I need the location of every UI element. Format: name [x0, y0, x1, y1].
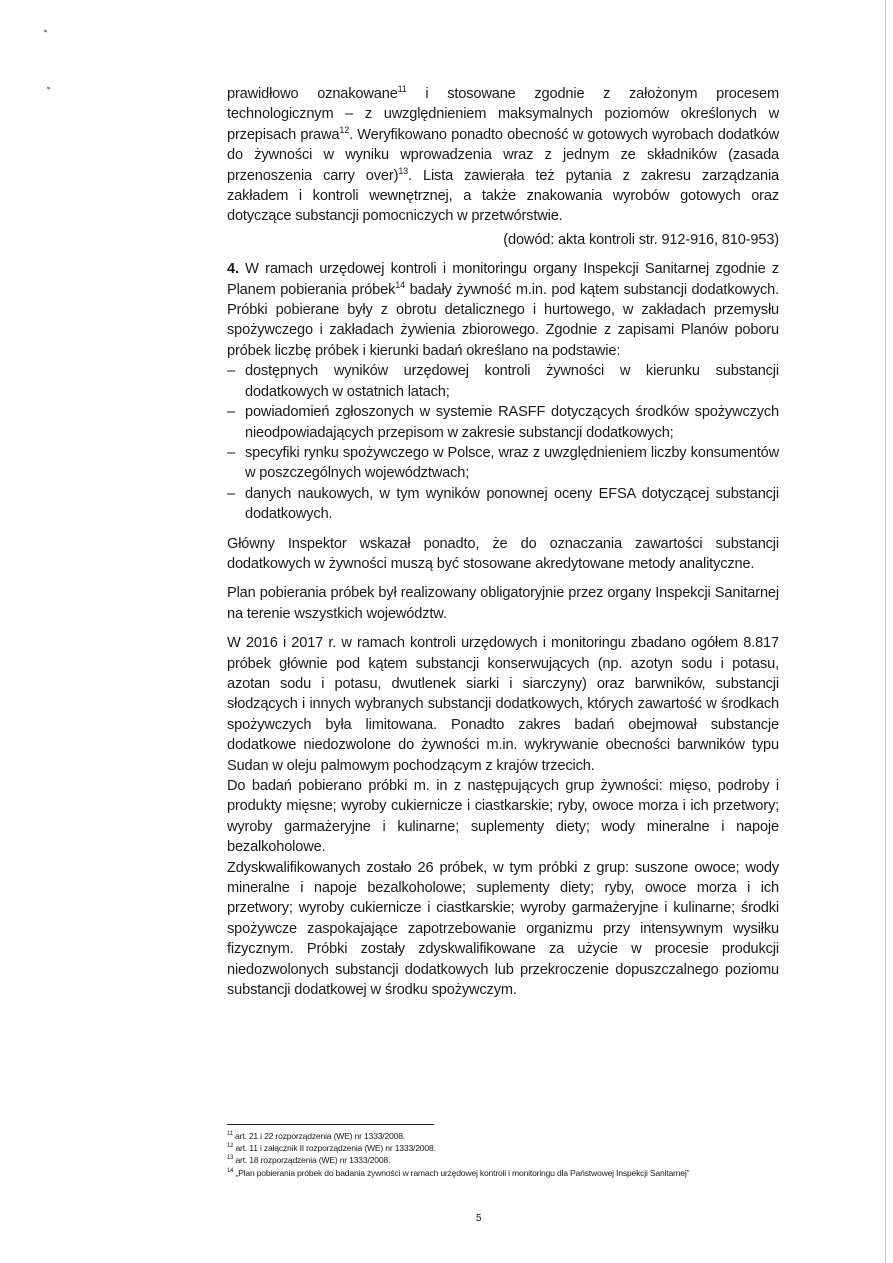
footnote-ref-12[interactable]: 12 [339, 124, 350, 135]
main-text [227, 84, 779, 1000]
list-item: – danych naukowych, w tym wyników ponownej oceny EFSA dotyczącej substancji dodatkowych. [227, 484, 779, 525]
list-item: – powiadomień zgłoszonych w systemie RASFF dotyczących środków spożywczych nieodpowiadających przepisom w zakresie substancji dodatkowych; [227, 402, 779, 443]
footnote-11: $^{11}$ art. 21 i 22 rozporządzenia (WE) nr 1333/2008. [227, 1131, 405, 1141]
evidence-note: (dowód: akta kontroli str. 912-916, 810-953) [503, 231, 779, 248]
page-number: 5 [476, 1213, 482, 1224]
scan-speck [47, 86, 51, 89]
footnote-ref-11[interactable]: 11 [397, 84, 407, 95]
footnote-ref-14[interactable]: 14 [395, 279, 405, 290]
section-number: 4. [227, 261, 239, 278]
footnote-14: $^{14}$ „Plan pobierania próbek do badania żywności w ramach urzędowej kontroli i monitoringu dla Państwowej Inspekcji Sanitarnej” [227, 1167, 690, 1178]
paragraph-food-groups: Do badań pobierano próbki m. in z następujących grup żywności: mięso, podroby i produkty mięsne; wyroby cukiernicze i ciastkarskie; ryby, owoce morza i ich przetwory; wyroby garmażeryjne i kulinarne; suplementy diety; wody mineralne i napoje bezalkoholowe. [227, 778, 779, 856]
footnote-13: $^{13}$ art. 18 rozporządzenia (WE) nr 1333/2008. [227, 1155, 391, 1166]
paragraph-accredited-methods: Główny Inspektor wskazał ponadto, że do oznaczania zawartości substancji dodatkowych w żywności muszą być stosowane akredytowane metody analityczne. [227, 535, 779, 572]
list-item: – specyfiki rynku spożywczego w Polsce, wraz z uwzględnieniem liczby konsumentów w poszczególnych województwach; [227, 443, 779, 484]
list-item: – dostępnych wyników urzędowej kontroli żywności w kierunku substancji dodatkowych w ostatnich latach; [227, 361, 779, 402]
page-edge-line [885, 0, 886, 1263]
paragraph-section-4: 4. W ramach urzędowej kontroli i monitoringu organy Inspekcji Sanitarnej zgodnie z Planem pobierania próbek$^{14}$ badały żywność m.in. pod kątem substancji dodatkowych. Próbki pobierane były z obrotu detalicznego i hurtowego, w zakładach przemysłu spożywczego i zakładach żywienia zbiorowego. Zgodnie z zapisami Planów poboru próbek liczbę próbek i kierunki badań określano na podstawie: [227, 261, 779, 359]
scan-speck [44, 29, 48, 32]
footnote-ref-13[interactable]: 13 [398, 165, 409, 176]
footnote-separator [227, 1124, 434, 1125]
paragraph-continued: prawidłowo oznakowane$^{11}$ i stosowane zgodnie z założonym procesem technologicznym – z uwzględnieniem maksymalnych poziomów określonych w przepisach prawa$^{12}$. Weryfikowano ponadto obecność w gotowych wyrobach dodatków do żywności w wyniku wprowadzenia wraz z jednym ze składników (zasada przenoszenia carry over)$^{13}$. Lista zawierała też pytania z zakresu zarządzania zakładem i kontroli wewnętrznej, a także znakowania wyrobów gotowych oraz dotyczące substancji pomocniczych w przetwórstwie. [227, 84, 779, 225]
criteria-list [227, 361, 779, 524]
paragraph-samples-2016-2017: W 2016 i 2017 r. w ramach kontroli urzędowych i monitoringu zbadano ogółem 8.817 próbek głównie pod kątem substancji konserwujących (np. azotyn sodu i potasu, azotan sodu i potasu, dwutlenek siarki i siarczyny) oraz barwników, substancji słodzących i innych wybranych substancji dodatkowych, których zawartość w środkach spożywczych była limitowana. Ponadto zakres badań obejmował substancje dodatkowe niedozwolone do żywności m.in. wykrywanie obecności barwników typu Sudan w oleju palmowym pochodzącym z krajów trzecich. [227, 635, 779, 774]
paragraph-disqualified-samples: Zdyskwalifikowanych zostało 26 próbek, w tym próbki z grup: suszone owoce; wody mineralne i napoje bezalkoholowe; suplementy diety; ryby, owoce morza i ich przetwory; wyroby cukiernicze i ciastkarskie; wyroby garmażeryjne i kulinarne; środki spożywcze zaspokajające zapotrzebowanie organizmu przy intensywnym wysiłku fizycznym. Próbki zostały zdyskwalifikowane za użycie w procesie produkcji niedozwolonych substancji dodatkowych lub przekroczenie dopuszczalnego poziomu substancji dodatkowej w środku spożywczym. [227, 859, 779, 999]
footnotes [227, 1130, 779, 1179]
footnote-12: $^{12}$ art. 11 i załącznik II rozporządzenia (WE) nr 1333/2008. [227, 1143, 436, 1154]
paragraph-plan-realization: Plan pobierania próbek był realizowany obligatoryjnie przez organy Inspekcji Sanitarnej na terenie wszystkich województw. [227, 585, 779, 622]
